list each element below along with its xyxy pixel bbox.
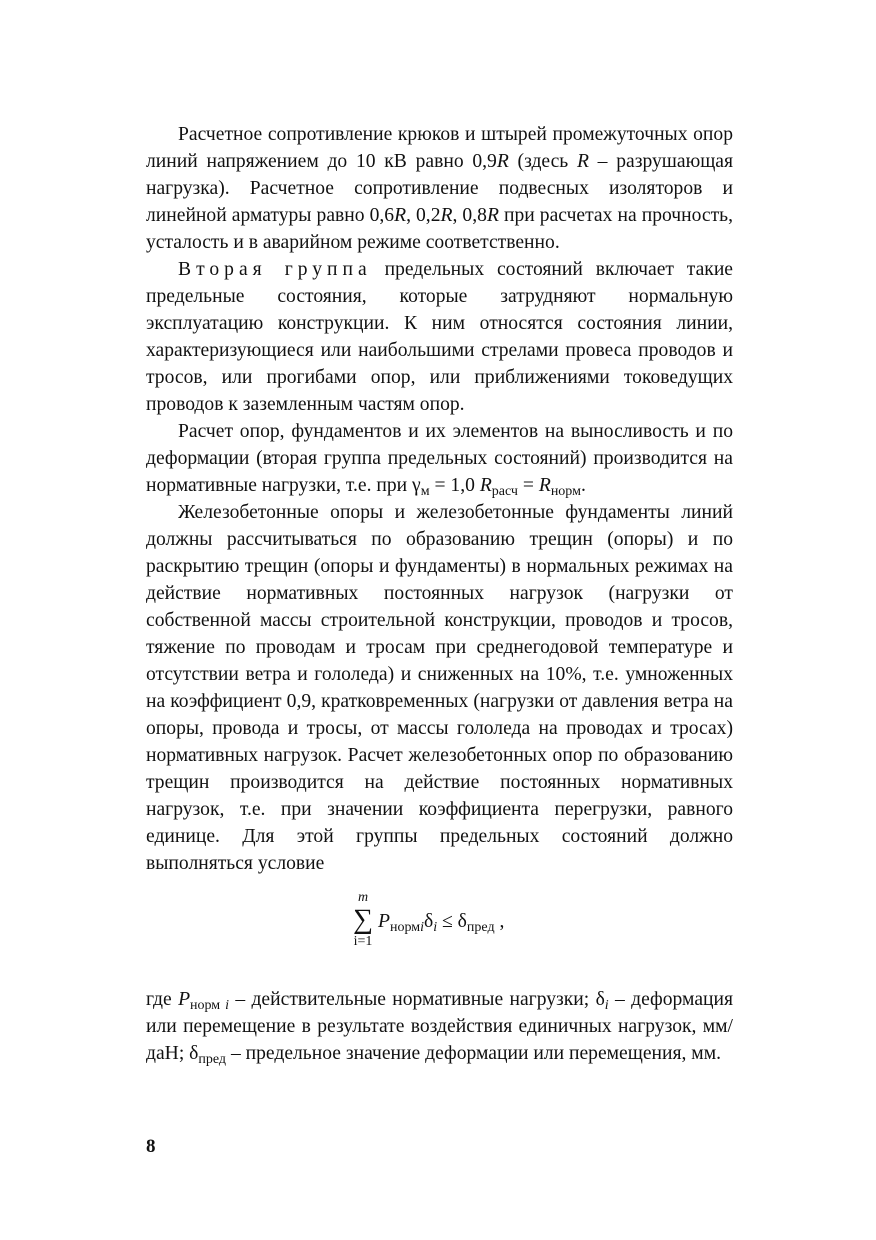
paragraph-endurance-calc: Расчет опор, фундаментов и их элементов на выносливость и по деформации (вторая группа предельных состояний) производится на нормативные нагрузки, т.е. при $\gamma_м = 1,0$ $R_{расч} = R_{норм}$. (146, 421, 733, 499)
page-number: 8 (146, 1136, 156, 1157)
paragraph-where-definitions: где $P_{норм i}$ – действительные нормативные нагрузки; $\delta_i$ – деформация или перемещение в результате воздействия единичных нагрузок, мм/даН; $\delta_{пред}$ – предельное значение деформации или перемещения, мм. (146, 989, 733, 1067)
summation-formula (146, 891, 733, 986)
sum-upper-limit: m (357, 890, 369, 905)
spaced-term-second: группа (284, 259, 372, 280)
sum-lower-limit: i=1 (353, 934, 373, 949)
formula-expression: $P_{нормi}\delta_i \le \delta_{пред}$ , (378, 911, 505, 935)
paragraph-reinforced-concrete: Железобетонные опоры и железобетонные фундаменты линий должны рассчитываться по образованию трещин (опоры) и по раскрытию трещин (опоры и фундаменты) в нормальных режимах на действие нормативных постоянных нагрузок (нагрузки от собственной массы строительной конструкции, проводов и тросов, тяжение по проводам и тросам при среднегодовой температуре и отсутствии ветра и гололеда) и сниженных на 10%, т.е. умноженных на коэффициент 0,9, кратковременных (нагрузки от давления ветра на опоры, провода и тросы, от массы гололеда на проводах и тросах) нормативных нагрузок. Расчет железобетонных опор по образованию трещин производится на действие постоянных нормативных нагрузок, т.е. при значении коэффициента перегрузки, равного единице. Для этой группы предельных состояний должно выполняться условие (146, 502, 733, 874)
sum-operator (348, 891, 378, 949)
spaced-term-first: Вторая (178, 259, 267, 280)
paragraph-design-resistance: Расчетное сопротивление крюков и штырей промежуточных опор линий напряжением до 10 кВ равно 0,9R (здесь R – разрушающая нагрузка). Расчетное сопротивление подвесных изоляторов и линейной арматуры равно 0,6R, 0,2R, 0,8R при расчетах на прочность, усталость и в аварийном режиме соответственно. (146, 124, 733, 253)
sum-sign: ∑ (353, 904, 373, 935)
page-body (146, 121, 733, 1067)
paragraph-second-group: Вторая группа предельных состояний включает такие предельные состояния, которые затрудняют нормальную эксплуатацию конструкции. К ним относятся состояния линии, характеризующиеся или наибольшими стрелами провеса проводов и тросов, или прогибами опор, или приближениями токоведущих проводов к заземленным частям опор. (146, 259, 733, 415)
